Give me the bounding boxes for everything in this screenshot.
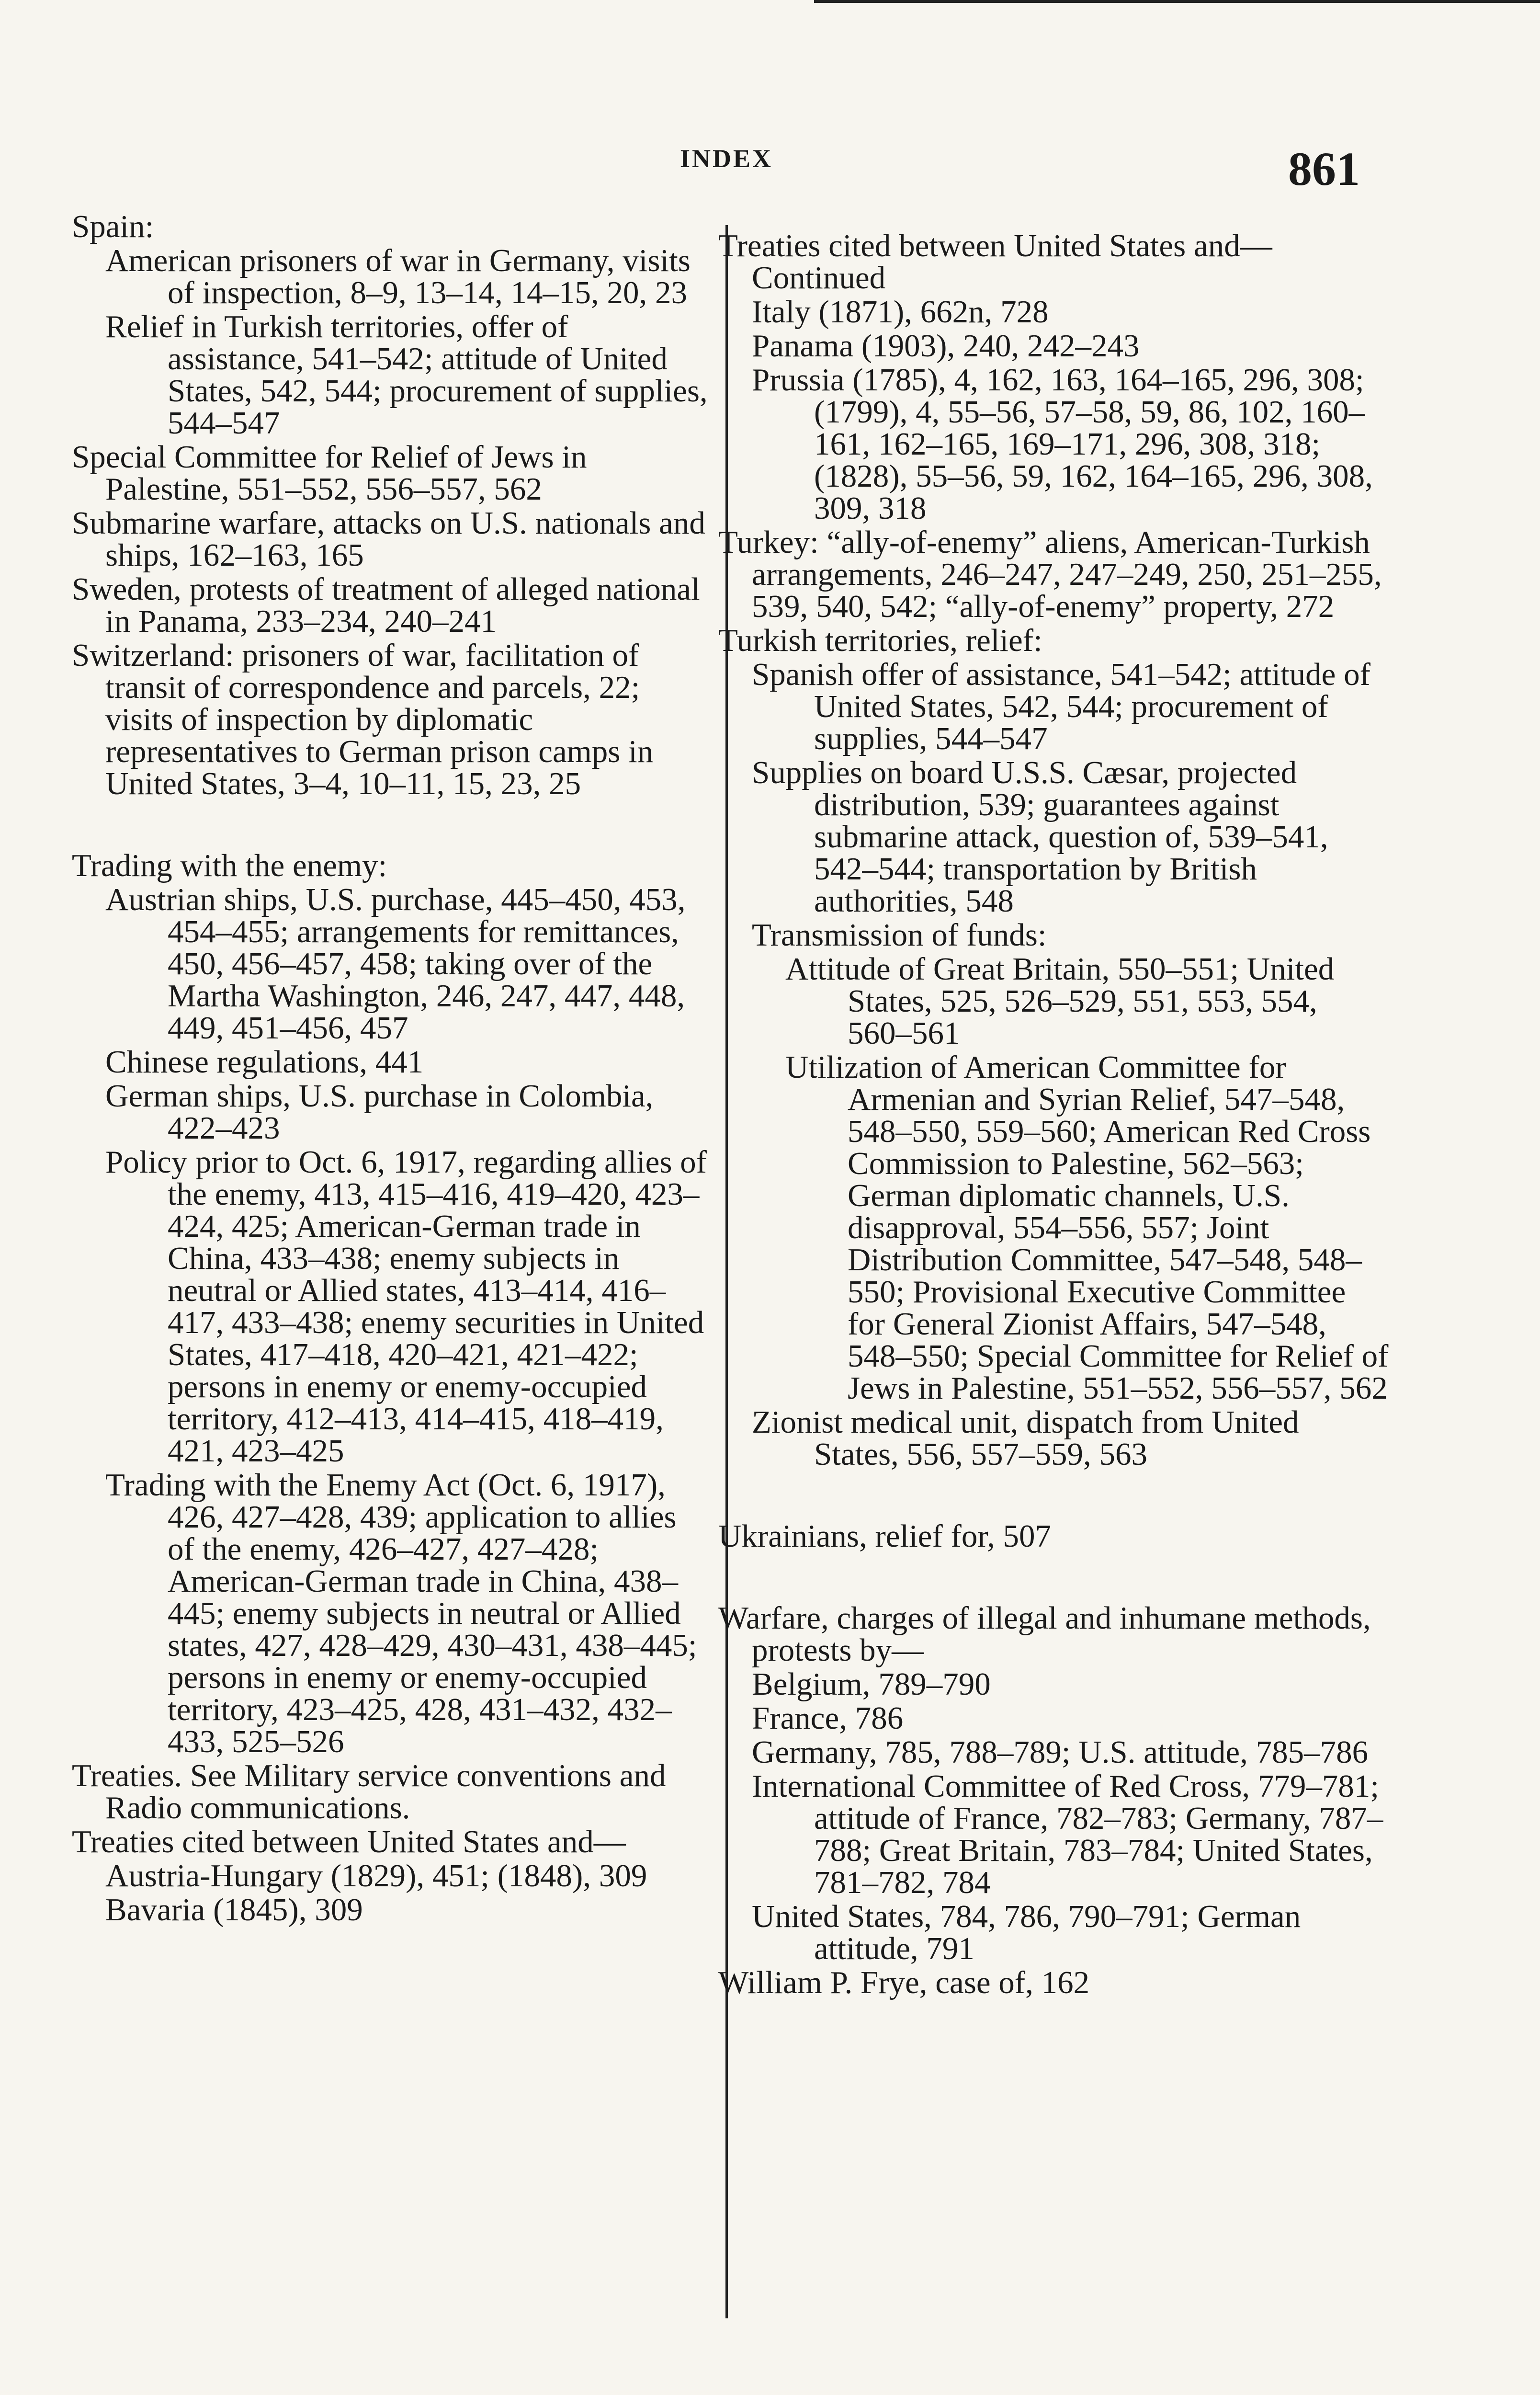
index-subentry: Trading with the Enemy Act (Oct. 6, 1917), 426, 427–428, 439; application to allies of the enemy, 426–427, 427–428; American-German trade in China, 438–445; enemy subjects in neutral or Allied states, 427, 428–429, 430–431, 438–445; persons in enemy or enemy-occupied territory, 423–425, 428, 431–432, 432–433, 525–526 [105, 1467, 697, 1759]
index-subentry: Spanish offer of assistance, 541–542; attitude of United States, 542, 544; procurement of supplies, 544–547 [752, 657, 1370, 756]
index-subentry: France, 786 [752, 1700, 904, 1736]
index-subentry: Austrian ships, U.S. purchase, 445–450, 453, 454–455; arrangements for remittances, 450, 456–457, 458; taking over of the Martha Washington, 246, 247, 447, 448, 449, 451–456, 457 [105, 882, 686, 1046]
index-subentry: Italy (1871), 662n, 728 [752, 294, 1049, 330]
index-entry: Turkey: “ally-of-enemy” aliens, American-Turkish arrangements, 246–247, 247–249, 250, 251–255, 539, 540, 542; “ally-of-enemy” property, 272 [718, 525, 1382, 624]
index-subentry: Prussia (1785), 4, 162, 163, 164–165, 296, 308; (1799), 4, 55–56, 57–58, 59, 86, 102, 160–161, 162–165, 169–171, 296, 308, 318; (1828), 55–56, 59, 162, 164–165, 296, 308, 309, 318 [752, 362, 1373, 526]
index-subentry: Utilization of American Committee for Armenian and Syrian Relief, 547–548, 548–550, 559–560; American Red Cross Commission to Palestine, 562–563; German diplomatic channels, U.S. disapproval, 554–556, 557; Joint Distribution Committee, 547–548, 548–550; Provisional Executive Committee for General Zionist Affairs, 547–548, 548–550; Special Committee for Relief of Jews in Palestine, 551–552, 556–557, 562 [785, 1049, 1389, 1406]
index-entry: Turkish territories, relief: [718, 623, 1042, 658]
index-entry: Submarine warfare, attacks on U.S. nationals and ships, 162–163, 165 [72, 505, 705, 573]
top-rule [814, 0, 1540, 3]
index-subentry: United States, 784, 786, 790–791; German attitude, 791 [752, 1899, 1301, 1966]
index-subentry: Transmission of funds: [752, 917, 1047, 953]
entry-spacer [72, 802, 709, 850]
index-entry: Sweden, protests of treatment of alleged national in Panama, 233–234, 240–241 [72, 571, 700, 639]
index-entry: William P. Frye, case of, 162 [718, 1965, 1090, 2000]
page-number: 861 [1288, 142, 1360, 195]
index-entry: Treaties. See Military service conventions and Radio communications. [72, 1758, 666, 1825]
entry-spacer [718, 1554, 1389, 1602]
index-subentry: Austria-Hungary (1829), 451; (1848), 309 [105, 1858, 647, 1893]
page-header-title: INDEX [680, 144, 773, 173]
index-entry: Ukrainians, relief for, 507 [718, 1518, 1051, 1554]
index-subentry: American prisoners of war in Germany, visits of inspection, 8–9, 13–14, 14–15, 20, 23 [105, 243, 691, 310]
index-subentry: Attitude of Great Britain, 550–551; United States, 525, 526–529, 551, 553, 554, 560–561 [785, 951, 1335, 1051]
index-subentry: Panama (1903), 240, 242–243 [752, 328, 1140, 364]
index-entry: Treaties cited between United States and— [72, 1824, 626, 1859]
index-column-right [718, 230, 1389, 2001]
index-entry: Warfare, charges of illegal and inhumane methods, protests by— [718, 1600, 1371, 1668]
index-entry: Special Committee for Relief of Jews in Palestine, 551–552, 556–557, 562 [72, 439, 587, 507]
index-subentry: Policy prior to Oct. 6, 1917, regarding allies of the enemy, 413, 415–416, 419–420, 423–424, 425; American-German trade in China, 433–438; enemy subjects in neutral or Allied states, 413–414, 416–417, 433–438; enemy securities in United States, 417–418, 420–421, 421–422; persons in enemy or enemy-occupied territory, 412–413, 414–415, 418–419, 421, 423–425 [105, 1144, 707, 1469]
index-subentry: German ships, U.S. purchase in Colombia, 422–423 [105, 1078, 654, 1146]
index-subentry: Relief in Turkish territories, offer of assistance, 541–542; attitude of United States, 542, 544; procurement of supplies, 544–547 [105, 309, 708, 441]
entry-spacer [718, 1472, 1389, 1520]
index-entry: Treaties cited between United States and—Continued [718, 228, 1272, 296]
index-entry: Trading with the enemy: [72, 848, 387, 883]
index-subentry: International Committee of Red Cross, 779–781; attitude of France, 782–783; Germany, 787–788; Great Britain, 783–784; United States, 781–782, 784 [752, 1768, 1383, 1900]
index-entry: Switzerland: prisoners of war, facilitation of transit of correspondence and parcels, 22; visits of inspection by diplomatic representatives to German prison camps in United States, 3–4, 10–11, 15, 23, 25 [72, 638, 654, 801]
index-entry: Spain: [72, 209, 154, 244]
index-subentry: Zionist medical unit, dispatch from United States, 556, 557–559, 563 [752, 1404, 1299, 1472]
index-subentry: Belgium, 789–790 [752, 1666, 991, 1702]
index-subentry: Supplies on board U.S.S. Cæsar, projected distribution, 539; guarantees against submarine attack, question of, 539–541, 542–544; transportation by British authorities, 548 [752, 755, 1328, 919]
index-column-left [72, 211, 709, 1928]
index-subentry: Bavaria (1845), 309 [105, 1892, 363, 1927]
index-subentry: Chinese regulations, 441 [105, 1044, 424, 1080]
index-subentry: Germany, 785, 788–789; U.S. attitude, 785–786 [752, 1734, 1369, 1770]
